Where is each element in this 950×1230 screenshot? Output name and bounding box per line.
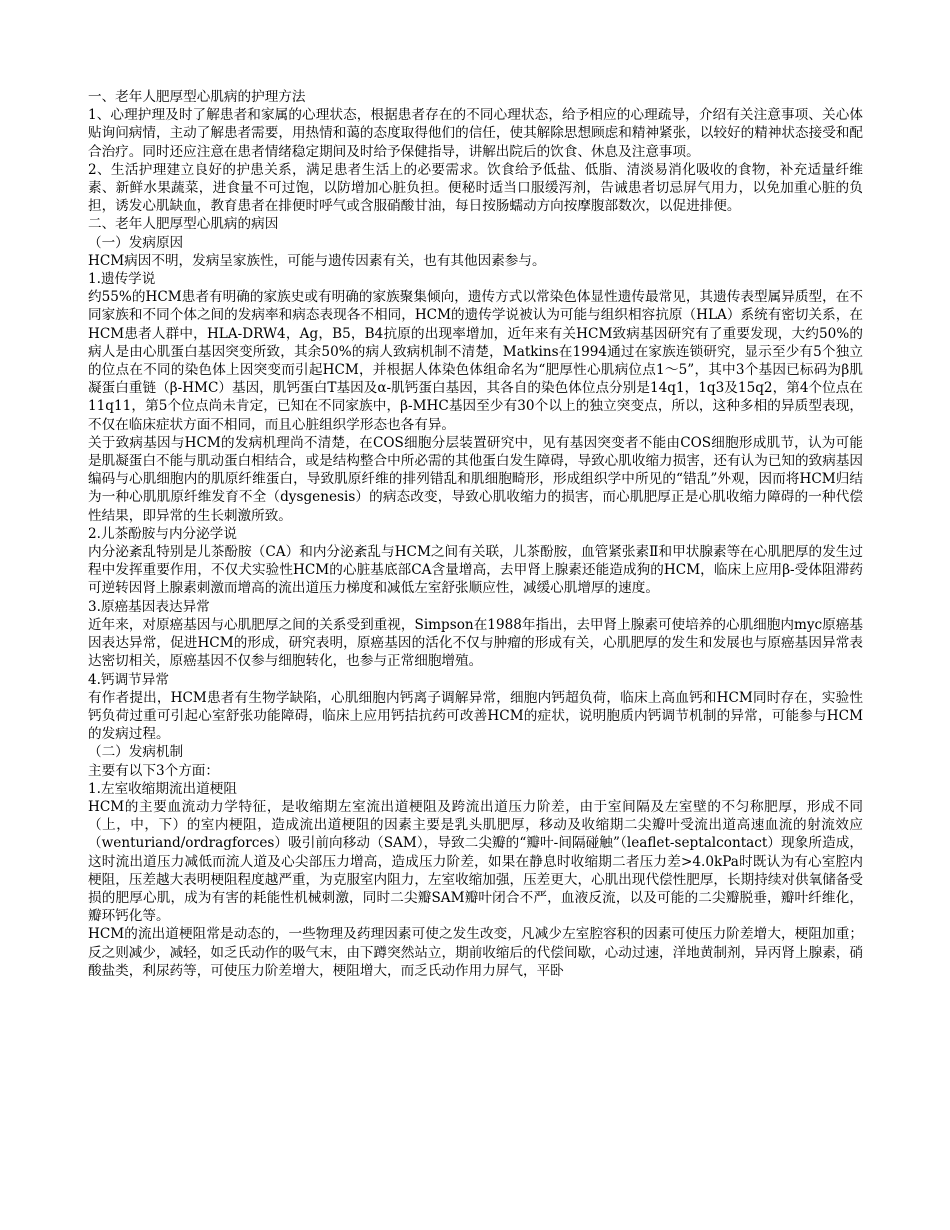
- body-paragraph: HCM的流出道梗阻常是动态的，一些物理及药理因素可使之发生改变，凡减少左室腔容积的因素可使压力阶差增大，梗阻加重；反之则减少，减轻，如乏氏动作的吸气末，由下蹲突然站立，期前收缩后的代偿间歇，心动过速，洋地黄制剂，异丙肾上腺素，硝酸盐类，利尿药等，可使压力阶差增大，梗阻增大，而乏氏动作用力屏气，平卧: [88, 926, 863, 979]
- subsection-heading: 2.儿茶酚胺与内分泌学说: [88, 525, 237, 542]
- document-page: [88, 88, 863, 980]
- body-paragraph: HCM病因不明，发病呈家族性，可能与遗传因素有关，也有其他因素参与。: [88, 252, 546, 269]
- body-paragraph: 约55%的HCM患者有明确的家族史或有明确的家族聚集倾向，遗传方式以常染色体显性遗传最常见，其遗传表型属异质型，在不同家族和不同个体之间的发病率和病态表现各不相同，HCM的遗传学说被认为可能与组织相容抗原（HLA）系统有密切关系，在HCM患者人群中，HLA-DRW4，Ag，B5，B4抗原的出现率增加，近年来有关HCM致病基因研究有了重要发现，大约50%的病人是由心肌蛋白基因突变所致，其余50%的病人致病机制不清楚，Matkins在1994通过在家族连锁研究，显示至少有5个独立的位点在不同的染色体上因突变而引起HCM，并根据人体染色体组命名为“肥厚性心肌病位点1～5”，其中3个基因已标码为β肌凝蛋白重链（β-HMC）基因，肌钙蛋白T基因及α-肌钙蛋白基因，其各自的染色体位点分别是14q1，1q3及15q2，第4个位点在11q11，第5个位点尚未肯定，已知在不同家族中，β-MHC基因至少有30个以上的独立突变点，所以，这种多相的异质型表现，不仅在临床症状方面不相同，而且心脏组织学形态也各有异。: [88, 289, 863, 433]
- subsection-heading: 1.遗传学说: [88, 271, 156, 288]
- body-paragraph: 关于致病基因与HCM的发病机理尚不清楚，在COS细胞分层装置研究中，见有基因突变者不能由COS细胞形成肌节，认为可能是肌凝蛋白不能与肌动蛋白相结合，或是结构整合中所必需的其他蛋白发生障碍，导致心肌收缩力损害，还有认为已知的致病基因编码与心肌细胞内的肌原纤维蛋白，导致肌原纤维的排列错乱和肌细胞畸形，形成组织学中所见的“错乱”外观，因而将HCM归结为一种心肌肌原纤维发育不全（dysgenesis）的病态改变，导致心肌收缩力的损害，而心肌肥厚正是心肌收缩力障碍的一种代偿性结果，即异常的生长刺激所致。: [88, 434, 863, 524]
- subsection-heading: 3.原癌基因表达异常: [88, 598, 210, 615]
- subsection-heading: 4.钙调节异常: [88, 671, 169, 688]
- body-paragraph: 内分泌紊乱特别是儿茶酚胺（CA）和内分泌紊乱与HCM之间有关联，儿茶酚胺，血管紧张素Ⅱ和甲状腺素等在心肌肥厚的发生过程中发挥重要作用，不仅犬实验性HCM的心脏基底部CA含量增高，去甲肾上腺素还能造成狗的HCM，临床上应用β-受体阻滞药可逆转因肾上腺素刺激而增高的流出道压力梯度和减低左室舒张顺应性，减缓心肌增厚的速度。: [88, 544, 863, 597]
- body-paragraph: 主要有以下3个方面：: [88, 762, 219, 779]
- body-paragraph: 有作者提出，HCM患者有生物学缺陷，心肌细胞内钙离子调解异常，细胞内钙超负荷，临床上高血钙和HCM同时存在，实验性钙负荷过重可引起心室舒张功能障碍，临床上应用钙拮抗药可改善HCM的症状，说明胞质内钙调节机制的异常，可能参与HCM的发病过程。: [88, 689, 863, 743]
- section-heading: 二、老年人肥厚型心肌病的病因: [88, 216, 279, 233]
- subsection-heading: （一）发病原因: [88, 234, 184, 251]
- section-heading: 一、老年人肥厚型心肌病的护理方法: [88, 89, 306, 105]
- body-paragraph: 近年来，对原癌基因与心肌肥厚之间的关系受到重视，Simpson在1988年指出，去甲肾上腺素可使培养的心肌细胞内myc原癌基因表达异常，促进HCM的形成，研究表明，原癌基因的活化不仅与肿瘤的形成有关，心肌肥厚的发生和发展也与原癌基因异常表达密切相关，原癌基因不仅参与细胞转化，也参与正常细胞增殖。: [88, 616, 863, 670]
- body-paragraph: 1、心理护理及时了解患者和家属的心理状态，根据患者存在的不同心理状态，给予相应的心理疏导，介绍有关注意事项、关心体贴询问病情，主动了解患者需要，用热情和蔼的态度取得他们的信任，使其解除思想顾虑和精神紧张，以较好的精神状态接受和配合治疗。同时还应注意在患者情绪稳定期间及时给予保健指导，讲解出院后的饮食、休息及注意事项。: [88, 107, 863, 160]
- body-paragraph: HCM的主要血流动力学特征，是收缩期左室流出道梗阻及跨流出道压力阶差，由于室间隔及左室壁的不匀称肥厚，形成不同（上，中，下）的室内梗阻，造成流出道梗阻的因素主要是乳头肌肥厚，移动及收缩期二尖瓣叶受流出道高速血流的射流效应（wenturiand/ordragforces）吸引前向移动（SAM），导致二尖瓣的“瓣叶-间隔碰触”（leaflet-septalcontact）现象所造成，这时流出道压力减低而流人道及心尖部压力增高，造成压力阶差，如果在静息时收缩期二者压力差>4.0kPa时既认为有心室腔内梗阻，压差越大表明梗阻程度越严重，为克服室内阻力，左室收缩加强，压差更大，心肌出现代偿性肥厚，长期持续对供氧储备受损的肥厚心肌，成为有害的耗能性机械刺激，同时二尖瓣SAM瓣叶闭合不严，血液反流，以及可能的二尖瓣脱垂，瓣叶纤维化，瓣环钙化等。: [88, 798, 863, 925]
- subsection-heading: 1.左室收缩期流出道梗阻: [88, 780, 237, 797]
- subsection-heading: （二）发病机制: [88, 744, 184, 761]
- body-paragraph: 2、生活护理建立良好的护患关系，满足患者生活上的必要需求。饮食给予低盐、低脂、清淡易消化吸收的食物，补充适量纤维素、新鲜水果蔬菜，进食量不可过饱，以防增加心脏负担。便秘时适当口服缓泻剂，告诫患者切忌屏气用力，以免加重心脏的负担，诱发心肌缺血，教育患者在排便时呼气或含服硝酸甘油，每日按肠蠕动方向按摩腹部数次，以促进排便。: [88, 161, 863, 215]
